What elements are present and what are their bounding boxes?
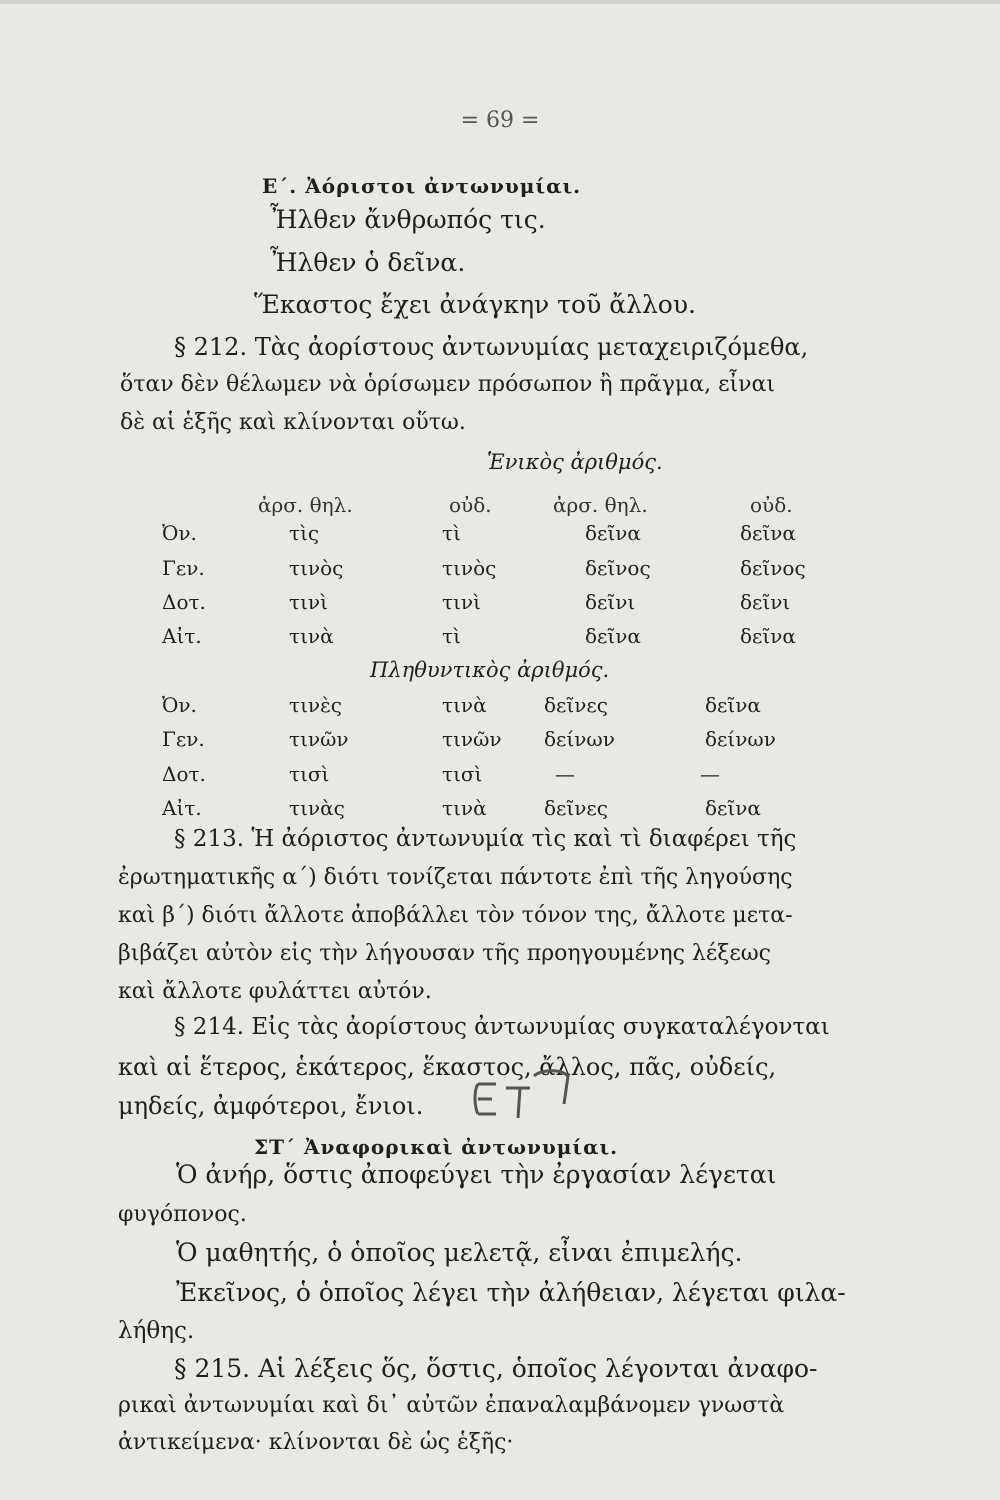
example-line: λήθης. [118, 1318, 195, 1344]
case-label: Γεν. [162, 556, 205, 580]
section-st-title: Ἀναφορικαὶ ἀντωνυμίαι. [304, 1135, 619, 1159]
example-line: Ὁ μαθητής, ὁ ὁποῖος μελετᾷ, εἶναι ἐπιμελής. [176, 1238, 743, 1267]
table-cell: δεῖνος [585, 556, 651, 580]
col-header: ἀρσ. θηλ. [553, 493, 648, 517]
table-cell: τὶς [289, 521, 320, 545]
paragraph-214-line: μηδείς, ἀμφότεροι, ἔνιοι. [118, 1092, 424, 1120]
table-cell: τινὰς [289, 796, 345, 820]
table-cell: — [555, 762, 575, 786]
table-cell: δεῖνα [705, 796, 761, 820]
example-line: Ἦλθεν ἄνθρωπός τις. [270, 205, 546, 234]
table-cell: τινὰ [442, 796, 487, 820]
paragraph-215-line: § 215. Αἱ λέξεις ὅς, ὅστις, ὁποῖος λέγονται ἀναφο- [174, 1354, 818, 1383]
table-cell: δεῖνα [585, 624, 641, 648]
example-line: Ἕκαστος ἔχει ἀνάγκην τοῦ ἄλλου. [254, 290, 696, 319]
table-cell: τινὸς [442, 556, 497, 580]
case-label: Ὀν. [162, 693, 197, 717]
table-cell: — [700, 762, 720, 786]
table-cell: τινὶ [289, 590, 328, 614]
example-line: Ἐκεῖνος, ὁ ὁποῖος λέγει τὴν ἀλήθειαν, λέγεται φιλα- [176, 1278, 846, 1307]
table-cell: τὶ [442, 624, 461, 648]
paragraph-213-line: βιβάζει αὐτὸν εἰς τὴν λήγουσαν τῆς προηγουμένης λέξεως [118, 941, 771, 966]
paragraph-213-line: ἐρωτηματικῆς α΄) διότι τονίζεται πάντοτε ἐπὶ τῆς ληγούσης [118, 865, 793, 890]
section-e-title: Ἀόριστοι ἀντωνυμίαι. [305, 174, 582, 198]
section-e-heading [262, 174, 581, 199]
col-header: ἀρσ. θηλ. [258, 493, 353, 517]
plural-title: Πληθυντικὸς ἀριθμός. [370, 658, 610, 682]
table-cell: τινὸς [289, 556, 344, 580]
paragraph-214-line: § 214. Εἰς τὰς ἀορίστους ἀντωνυμίας συγκαταλέγονται [174, 1014, 830, 1040]
case-label: Δοτ. [162, 590, 206, 614]
page-number: = 69 = [460, 108, 540, 133]
table-cell: τινὰ [289, 624, 334, 648]
table-cell: τισὶ [289, 762, 330, 786]
table-cell: τινὲς [289, 693, 342, 717]
table-cell: δείνων [544, 727, 615, 751]
table-cell: τινὰ [442, 693, 487, 717]
paragraph-212-line: δὲ αἱ ἑξῆς καὶ κλίνονται οὕτω. [120, 410, 466, 435]
example-line: φυγόπονος. [118, 1202, 247, 1227]
case-label: Ὀν. [162, 521, 197, 545]
paragraph-215-line: ἀντικείμενα· κλίνονται δὲ ὡς ἑξῆς· [118, 1430, 514, 1455]
case-label: Δοτ. [162, 762, 206, 786]
case-label: Αἰτ. [162, 796, 202, 820]
table-cell: δείνων [705, 727, 776, 751]
table-cell: τὶ [442, 521, 461, 545]
case-label: Αἰτ. [162, 624, 202, 648]
table-cell: δεῖνα [585, 521, 641, 545]
case-label: Γεν. [162, 727, 205, 751]
table-cell: τισὶ [442, 762, 483, 786]
table-cell: τινῶν [289, 727, 349, 751]
paragraph-215-line: ρικαὶ ἀντωνυμίαι καὶ δι᾽ αὐτῶν ἐπαναλαμβάνομεν γνωστὰ [118, 1393, 785, 1418]
paragraph-213-line: καὶ ἄλλοτε φυλάττει αὐτόν. [118, 979, 432, 1004]
paragraph-212-line: ὅταν δὲν θέλωμεν νὰ ὁρίσωμεν πρόσωπον ἢ πρᾶγμα, εἶναι [120, 372, 775, 397]
page-top-edge [0, 0, 1000, 4]
section-st-number: ΣΤ΄ [254, 1135, 297, 1159]
paragraph-214-line: καὶ αἱ ἕτερος, ἑκάτερος, ἕκαστος, ἄλλος, πᾶς, οὐδείς, [118, 1053, 777, 1081]
col-header: οὐδ. [750, 493, 793, 517]
table-cell: δεῖνα [705, 693, 761, 717]
table-cell: τινὶ [442, 590, 481, 614]
table-cell: δεῖνος [740, 556, 806, 580]
table-cell: δεῖνα [740, 624, 796, 648]
singular-title: Ἑνικὸς ἀριθμός. [487, 450, 663, 474]
table-cell: δεῖνι [740, 590, 791, 614]
example-line: Ἦλθεν ὁ δεῖνα. [270, 248, 466, 277]
paragraph-212-line: § 212. Τὰς ἀορίστους ἀντωνυμίας μεταχειριζόμεθα, [174, 333, 809, 361]
table-cell: τινῶν [442, 727, 502, 751]
paragraph-213-line: καὶ β΄) διότι ἄλλοτε ἀποβάλλει τὸν τόνον της, ἄλλοτε μετα- [118, 903, 793, 928]
table-cell: δεῖνες [544, 796, 608, 820]
table-cell: δεῖνες [544, 693, 608, 717]
paragraph-213-line: § 213. Ἡ ἀόριστος ἀντωνυμία τὶς καὶ τὶ διαφέρει τῆς [174, 826, 797, 852]
section-e-number: Ε΄. [262, 174, 298, 198]
section-st-heading [254, 1135, 618, 1160]
table-cell: δεῖνι [585, 590, 636, 614]
example-line: Ὁ ἀνήρ, ὅστις ἀποφεύγει τὴν ἐργασίαν λέγεται [176, 1160, 777, 1189]
table-cell: δεῖνα [740, 521, 796, 545]
handwritten-stamp [468, 1062, 578, 1122]
col-header: οὐδ. [449, 493, 492, 517]
